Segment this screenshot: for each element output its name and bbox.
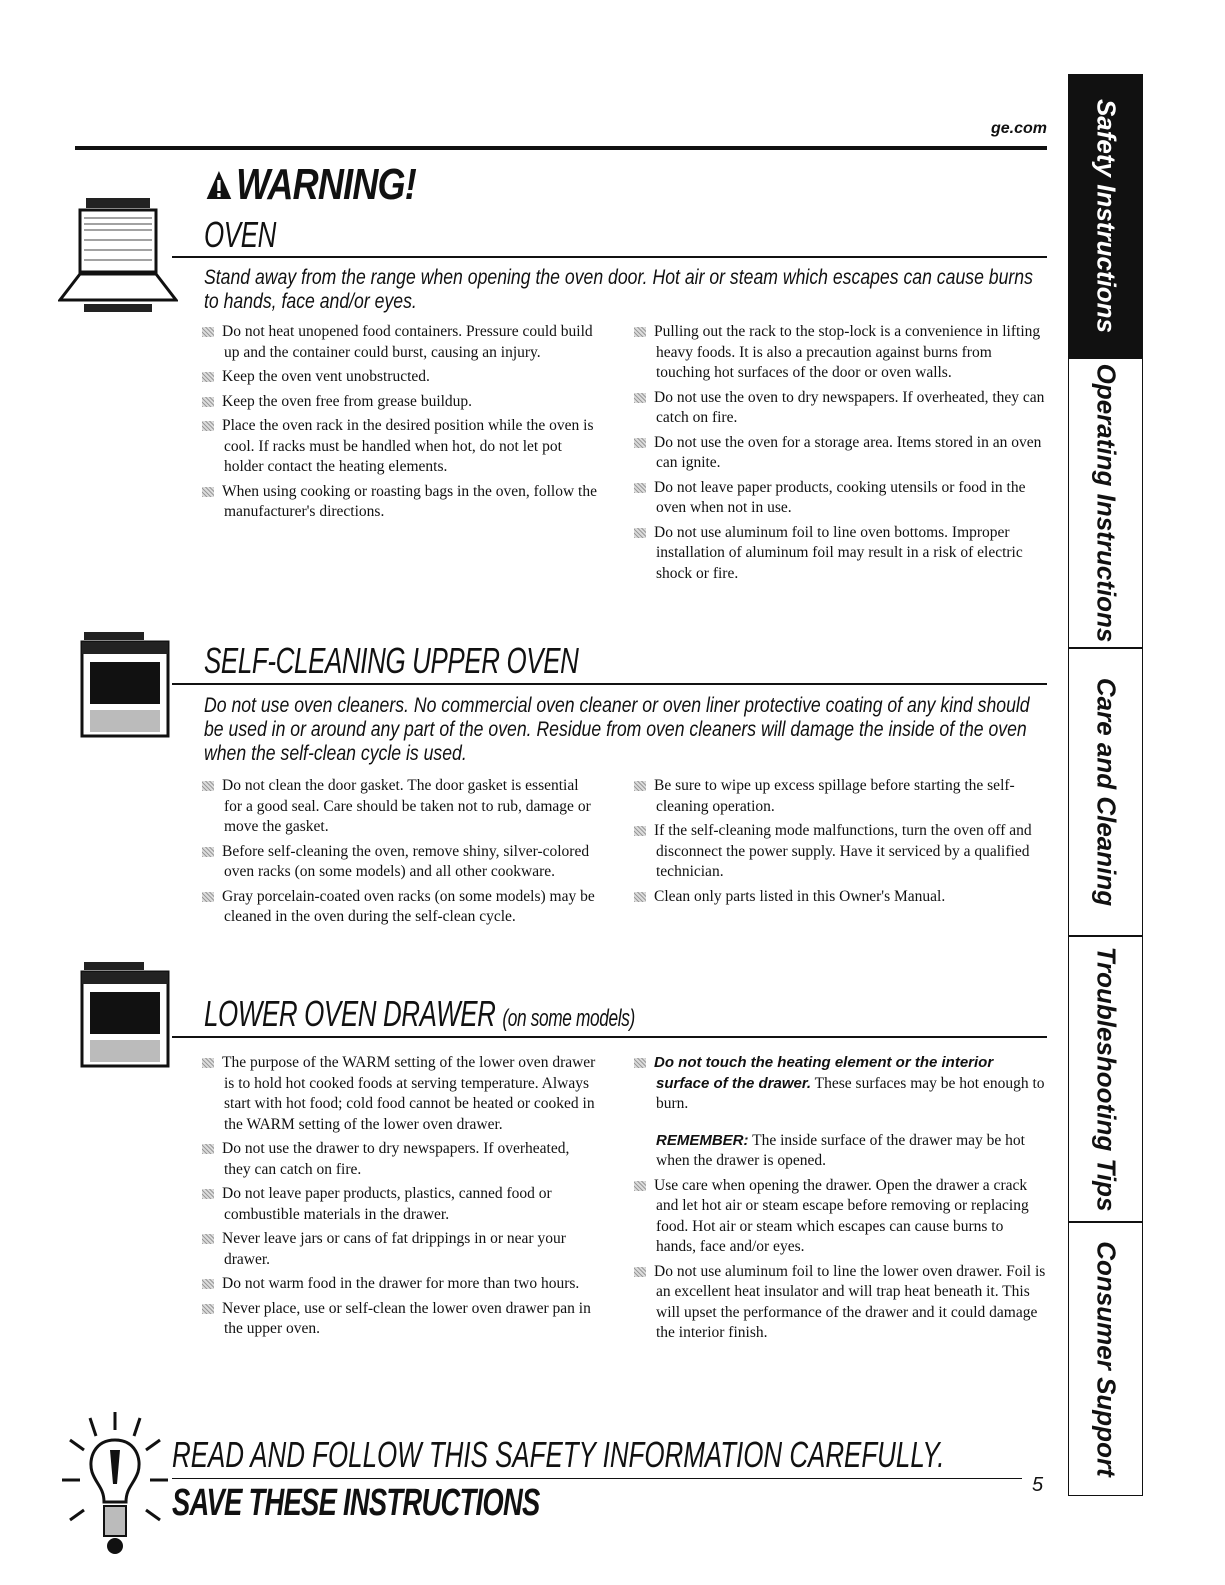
list-item: Do not leave paper products, cooking utensils or food in the oven when not in use. — [634, 478, 1046, 519]
list-item: Use care when opening the drawer. Open the drawer a crack and let hot air or steam escape before removing or replacing food. Hot air or steam which escapes can cause burns to hands, face and/or eyes. — [634, 1176, 1046, 1258]
list-item: Keep the oven vent unobstructed. — [202, 367, 597, 388]
bullet-icon — [634, 1058, 646, 1068]
list-item: When using cooking or roasting bags in the oven, follow the manufacturer's directions. — [202, 482, 597, 523]
footer-rule — [172, 1478, 1022, 1479]
bullet-icon — [634, 483, 646, 493]
list-item: Do not use aluminum foil to line the lower oven drawer. Foil is an excellent heat insulator and will trap heat beneath it. This will upset the performance of the drawer and it could damage the interior finish. — [634, 1262, 1046, 1344]
bullet-icon — [634, 327, 646, 337]
bullet-icon — [634, 1181, 646, 1191]
bullet-icon — [634, 438, 646, 448]
alert-light-icon — [60, 1410, 170, 1560]
tab-safety-instructions[interactable]: Safety Instructions — [1069, 75, 1142, 359]
section-rule — [172, 683, 1047, 685]
bullet-icon — [202, 1144, 214, 1154]
list-item: Do not leave paper products, plastics, canned food or combustible materials in the drawer. — [202, 1184, 597, 1225]
list-item: Never leave jars or cans of fat drippings in or near your drawer. — [202, 1229, 597, 1270]
bullet-icon — [634, 1267, 646, 1277]
list-item: Before self-cleaning the oven, remove shiny, silver-colored oven racks (on some models) and all other cookware. — [202, 842, 597, 883]
bullet-icon — [634, 826, 646, 836]
bullet-icon — [202, 1058, 214, 1068]
site-url: ge.com — [990, 120, 1047, 137]
list-item: If the self-cleaning mode malfunctions, turn the oven off and disconnect the power supply. Have it serviced by a qualified technician. — [634, 821, 1046, 883]
bullet-icon — [202, 487, 214, 497]
warning-title — [205, 160, 416, 210]
list-item: Gray porcelain-coated oven racks (on some models) may be cleaned in the oven during the self-clean cycle. — [202, 887, 597, 928]
warning-text: WARNING! — [236, 160, 416, 209]
list-item: Clean only parts listed in this Owner's Manual. — [634, 887, 1046, 908]
bullet-icon — [202, 847, 214, 857]
list-item: Do not warm food in the drawer for more than two hours. — [202, 1274, 597, 1295]
range-open-door-icon — [58, 196, 178, 316]
tab-operating-instructions[interactable]: Operating Instructions — [1069, 359, 1142, 649]
drawer-right-column — [634, 1053, 1046, 1348]
list-item: Be sure to wipe up excess spillage before starting the self-cleaning operation. — [634, 776, 1046, 817]
footer-read-follow: READ AND FOLLOW THIS SAFETY INFORMATION CAREFULLY. — [172, 1434, 945, 1475]
section-title-lower-drawer: LOWER OVEN DRAWER (on some models) — [204, 993, 635, 1034]
bullet-icon — [202, 892, 214, 902]
list-item: Do not use aluminum foil to line oven bottoms. Improper installation of aluminum foil may result in a risk of electric shock or fire. — [634, 523, 1046, 585]
bullet-icon — [634, 393, 646, 403]
header-rule — [75, 146, 1047, 150]
bullet-icon — [202, 1189, 214, 1199]
list-item: Do not use the oven to dry newspapers. If overheated, they can catch on fire. — [634, 388, 1046, 429]
list-item: Do not use the drawer to dry newspapers. If overheated, they can catch on fire. — [202, 1139, 597, 1180]
section-rule — [172, 256, 1047, 258]
bullet-icon — [202, 1279, 214, 1289]
warning-triangle-icon — [205, 169, 233, 201]
self-clean-right-column — [634, 776, 1046, 911]
section-lead: Do not use oven cleaners. No commercial oven cleaner or oven liner protective coating of any kind should be used in or around any part of the oven. Residue from oven cleaners will damage the inside of the oven when the self-clean cycle is used. — [204, 694, 1030, 765]
bullet-icon — [202, 1234, 214, 1244]
range-drawer-icon — [80, 960, 170, 1070]
section-lead: Stand away from the range when opening the oven door. Hot air or steam which escapes can cause burns to hands, face and/or eyes. — [204, 266, 1033, 313]
drawer-left-column — [202, 1053, 597, 1344]
list-item: Pulling out the rack to the stop-lock is a convenience in lifting heavy foods. It is also a precaution against burns from touching hot surfaces of the door or oven walls. — [634, 322, 1046, 384]
bullet-icon — [202, 421, 214, 431]
section-title-oven: OVEN — [204, 214, 277, 255]
page-number: 5 — [1032, 1474, 1044, 1496]
tab-troubleshooting-tips[interactable]: Troubleshooting Tips — [1069, 937, 1142, 1223]
bullet-icon — [634, 781, 646, 791]
remember-note: REMEMBER: The inside surface of the drawer may be hot when the drawer is opened. — [656, 1131, 1025, 1169]
self-clean-left-column — [202, 776, 597, 932]
section-sidebar — [1068, 74, 1143, 1496]
list-item: Never place, use or self-clean the lower oven drawer pan in the upper oven. — [202, 1299, 597, 1340]
list-item: Do not heat unopened food containers. Pressure could build up and the container could burst, causing an injury. — [202, 322, 597, 363]
oven-left-column — [202, 322, 597, 527]
bullet-icon — [202, 781, 214, 791]
list-item: Do not touch the heating element or the interior surface of the drawer. These surfaces may be hot enough to burn. — [634, 1053, 1046, 1115]
oven-right-column — [634, 322, 1046, 588]
list-item: Keep the oven free from grease buildup. — [202, 392, 597, 413]
list-item: Do not clean the door gasket. The door gasket is essential for a good seal. Care should be taken not to rub, damage or move the gasket. — [202, 776, 597, 838]
tab-consumer-support[interactable]: Consumer Support — [1091, 1241, 1121, 1477]
tab-care-and-cleaning[interactable]: Care and Cleaning — [1069, 649, 1142, 937]
bullet-icon — [202, 397, 214, 407]
list-item: Place the oven rack in the desired position while the oven is cool. If racks must be handled when hot, do not let pot holder contact the heating elements. — [202, 416, 597, 478]
list-item: Do not use the oven for a storage area. Items stored in an oven can ignite. — [634, 433, 1046, 474]
bullet-icon — [202, 327, 214, 337]
bullet-icon — [202, 372, 214, 382]
range-icon — [80, 630, 170, 740]
bullet-icon — [202, 1304, 214, 1314]
section-title-self-cleaning: SELF-CLEANING UPPER OVEN — [204, 640, 579, 681]
footer-save-instructions: SAVE THESE INSTRUCTIONS — [172, 1482, 540, 1524]
list-item: The purpose of the WARM setting of the lower oven drawer is to hold hot cooked foods at serving temperature. Always start with hot food; cold food cannot be heated or cooked in the WARM setting of the lower oven drawer. — [202, 1053, 597, 1135]
bullet-icon — [634, 892, 646, 902]
section-rule — [172, 1036, 1047, 1038]
bullet-icon — [634, 528, 646, 538]
